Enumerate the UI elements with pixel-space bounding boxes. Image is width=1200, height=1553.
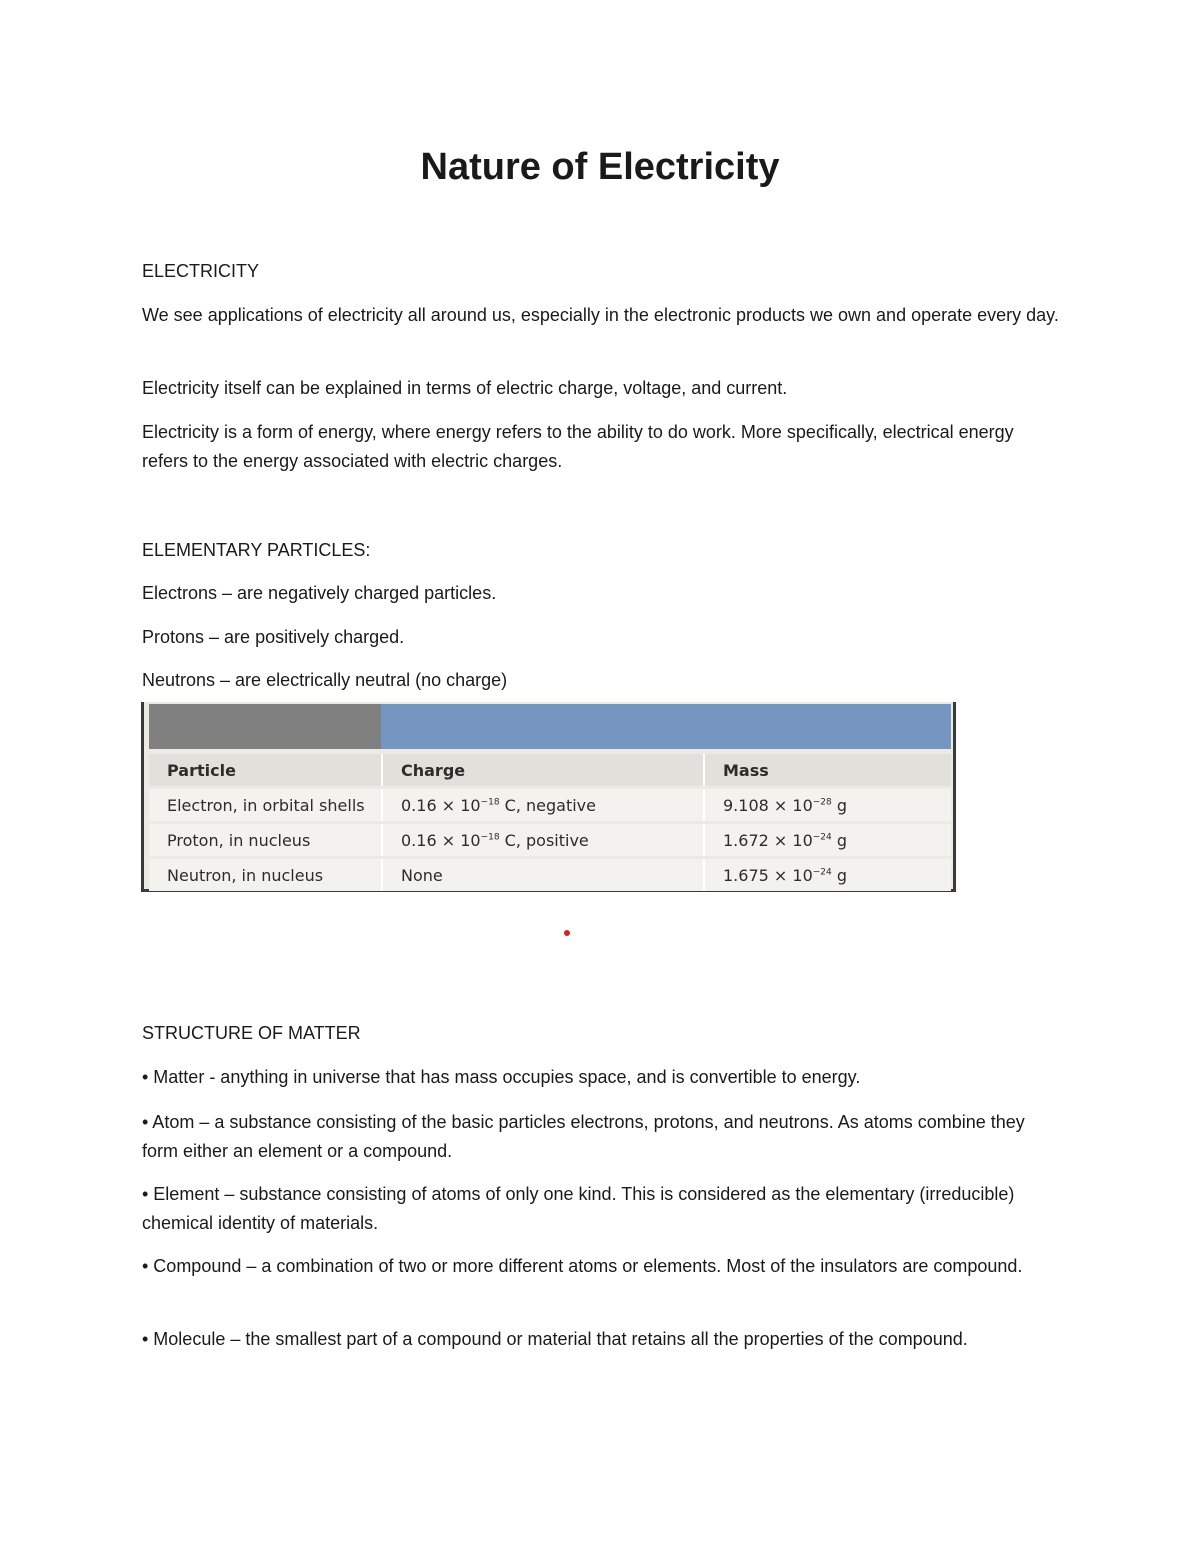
cell-particle: Proton, in nucleus [149,824,383,856]
table-row [149,789,951,821]
bullet-compound: • Compound – a combination of two or more different atoms or elements. Most of the insulators are compound. [142,1256,1023,1276]
column-header-particle: Particle [149,754,383,786]
table-header-row [149,754,951,786]
table-header-band-right [381,704,951,749]
paragraph-explanation: Electricity itself can be explained in terms of electric charge, voltage, and current. [142,378,788,398]
column-header-charge: Charge [383,754,705,786]
cell-mass: $1.672 \times 10^{-24}$ g [705,824,951,856]
particle-protons-text: Protons – are positively charged. [142,627,405,647]
particle-neutrons-text: Neutrons – are electrically neutral (no charge) [142,670,508,690]
section-heading-structure: STRUCTURE OF MATTER [142,1023,361,1043]
red-dot-mark [564,930,570,936]
page-title: Nature of Electricity [420,146,780,188]
particles-table-image [141,702,956,892]
bullet-molecule: • Molecule – the smallest part of a compound or material that retains all the properties of the compound. [142,1329,968,1349]
bullet-atom: • Atom – a substance consisting of the basic particles electrons, protons, and neutrons. As atoms combine they form either an element or a compound. [142,1112,1025,1161]
section-heading-electricity: ELECTRICITY [142,261,260,281]
cell-charge: None [383,859,705,891]
cell-mass: $9.108 \times 10^{-28}$ g [705,789,951,821]
cell-charge: $0.16 \times 10^{-18}$ C, negative [383,789,705,821]
cell-charge: $0.16 \times 10^{-18}$ C, positive [383,824,705,856]
table-row [149,859,951,891]
bullet-element: • Element – substance consisting of atoms of only one kind. This is considered as the elementary (irreducible) chemical identity of materials. [142,1184,1015,1233]
particle-electrons-text: Electrons – are negatively charged particles. [142,583,497,603]
paragraph-energy: Electricity is a form of energy, where energy refers to the ability to do work. More specifically, electrical energy refers to the energy associated with electric charges. [142,422,1014,471]
table-header-band-left [149,704,381,749]
section-heading-particles: ELEMENTARY PARTICLES: [142,540,371,560]
cell-particle: Electron, in orbital shells [149,789,383,821]
cell-particle: Neutron, in nucleus [149,859,383,891]
paragraph-applications: We see applications of electricity all around us, especially in the electronic products we own and operate every day. [142,305,1059,325]
particles-table [149,751,951,894]
cell-mass: $1.675 \times 10^{-24}$ g [705,859,951,891]
table-row [149,824,951,856]
bullet-matter: • Matter - anything in universe that has mass occupies space, and is convertible to energy. [142,1067,861,1087]
column-header-mass: Mass [705,754,951,786]
